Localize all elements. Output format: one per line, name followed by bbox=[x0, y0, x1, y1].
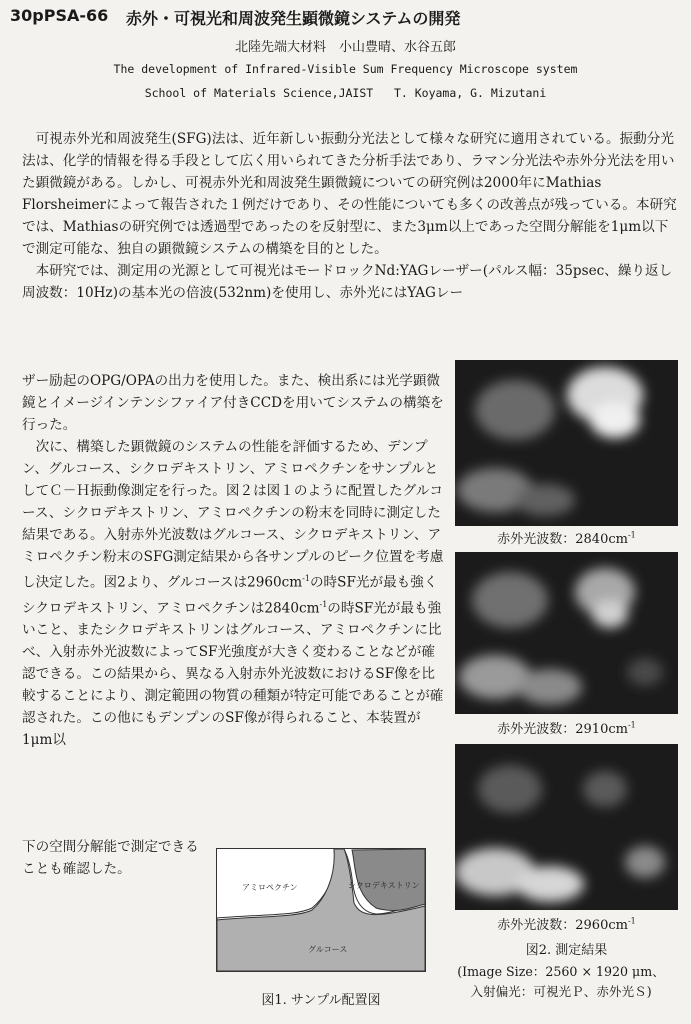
paragraph-intro bbox=[22, 128, 678, 304]
micrograph-2840 bbox=[455, 360, 678, 526]
figure-2-caption: 図2. 測定結果 bbox=[525, 943, 608, 958]
panel-caption-2960 bbox=[455, 914, 678, 933]
figure-2-note bbox=[432, 962, 690, 1002]
unit-superscript: -1 bbox=[302, 574, 310, 583]
sfg-image-2840 bbox=[455, 360, 678, 526]
paragraph-3 bbox=[22, 436, 444, 751]
sample-layout-diagram bbox=[216, 848, 426, 976]
sfg-image-2910 bbox=[455, 552, 678, 714]
paragraph-tail bbox=[22, 836, 207, 880]
paragraph-2-start: 本研究では、測定用の光源として可視光はモードロックNd:YAGレーザー(パルス幅：35psec、繰り返し周波数：10Hz)の基本光の倍波(532nm)を使用し、赤外光にはYAGレー bbox=[22, 263, 673, 301]
paragraph-1: 可視赤外光和周波発生(SFG)法は、近年新しい振動分光法として様々な研究に適用されている。振動分光法は、化学的情報を得る手段として広く用いられてきた分析手法であり、ラマン分光法や赤外分光法を用いた顕微鏡がある。しかし、可視赤外光和周波発生顕微鏡についての研究例は2000年にMathias Florsheimerによって報告された１例だけであり、その性能についても多くの改善点が残っている。本研究では、Mathiasの研究例では透過型であったのを反射型に、また3μm以上であった空間分解能を1μm以下で測定可能な、独自の顕微鏡システムの構築を目的とした。 bbox=[22, 131, 677, 257]
label-amylopectin: アミロペクチン bbox=[242, 883, 298, 892]
unit-superscript: -1 bbox=[627, 530, 636, 540]
paragraph-column bbox=[22, 370, 444, 751]
panel-caption-2910-text: 赤外光波数：2910cm bbox=[497, 722, 628, 737]
figure-1-caption: 図1. サンプル配置図 bbox=[261, 993, 381, 1008]
label-cyclodextrin: シクロデキストリン bbox=[348, 881, 420, 890]
paragraph-3-part-2: の時SF光が最も強くシクロデキストリン、アミロペクチンは2840cm bbox=[22, 574, 438, 617]
paragraph-3-part-3: の時SF光が最も強いこと、またシクロデキストリンはグルコース、アミロペクチンに比べ、入射赤外光波数によってSF光強度が大きく変わることなどが確認できる。この結果から、異なる入射赤外光波数におけるSF像を比較することにより、測定範囲の物質の種類が特定可能であることが確認された。この他にもデンプンのSF像が得られること、本装置が1μm以 bbox=[22, 600, 444, 749]
paragraph-3-end: 下の空間分解能で測定できることも確認した。 bbox=[22, 839, 199, 877]
figure-2-note-line-1: (Image Size：2560 × 1920 μm、 bbox=[457, 964, 665, 979]
sample-layout-svg bbox=[216, 848, 426, 972]
unit-superscript: -1 bbox=[319, 599, 328, 609]
sfg-image-2960 bbox=[455, 744, 678, 910]
label-glucose: グルコース bbox=[308, 945, 348, 954]
affiliation-japanese: 北陸先端大材料 小山豊晴、水谷五郎 bbox=[234, 40, 456, 55]
micrograph-2910 bbox=[455, 552, 678, 714]
paragraph-3-part-1: 次に、構築した顕微鏡のシステムの性能を評価するため、デンプン、グルコース、シクロデキストリン、アミロペクチンをサンプルとしてＣ－Ｈ振動像測定を行った。図２は図１のように配置したグルコース、シクロデキストリン、アミロペクチンの粉末を同時に測定した結果である。入射赤外光波数はグルコース、シクロデキストリン、アミロペクチン粉末のSFG測定結果から各サンプルのピーク位置を考慮し決定した。図2より、グルコースは2960cm bbox=[22, 439, 444, 591]
affiliation-english: School of Materials Science,JAIST T. Koyama, G. Mizutani bbox=[144, 86, 547, 100]
abstract-code: 30pPSA-66 bbox=[10, 6, 109, 25]
unit-superscript: -1 bbox=[627, 720, 636, 730]
panel-caption-2910 bbox=[455, 718, 678, 737]
unit-superscript: -1 bbox=[627, 916, 636, 926]
panel-caption-2960-text: 赤外光波数：2960cm bbox=[497, 918, 628, 933]
panel-caption-2840 bbox=[455, 528, 678, 547]
figure-2-note-line-2: 入射偏光：可視光Ｐ、赤外光Ｓ) bbox=[470, 984, 652, 999]
title-japanese: 赤外・可視光和周波発生顕微鏡システムの開発 bbox=[126, 9, 461, 28]
paragraph-2-end: ザー励起のOPG/OPAの出力を使用した。また、検出系には光学顕微鏡とイメージインテンシファイア付きCCDを用いてシステムの構築を行った。 bbox=[22, 373, 444, 433]
panel-caption-2840-text: 赤外光波数：2840cm bbox=[497, 532, 628, 547]
title-english: The development of Infrared-Visible Sum Frequency Microscope system bbox=[113, 62, 578, 76]
micrograph-2960 bbox=[455, 744, 678, 910]
